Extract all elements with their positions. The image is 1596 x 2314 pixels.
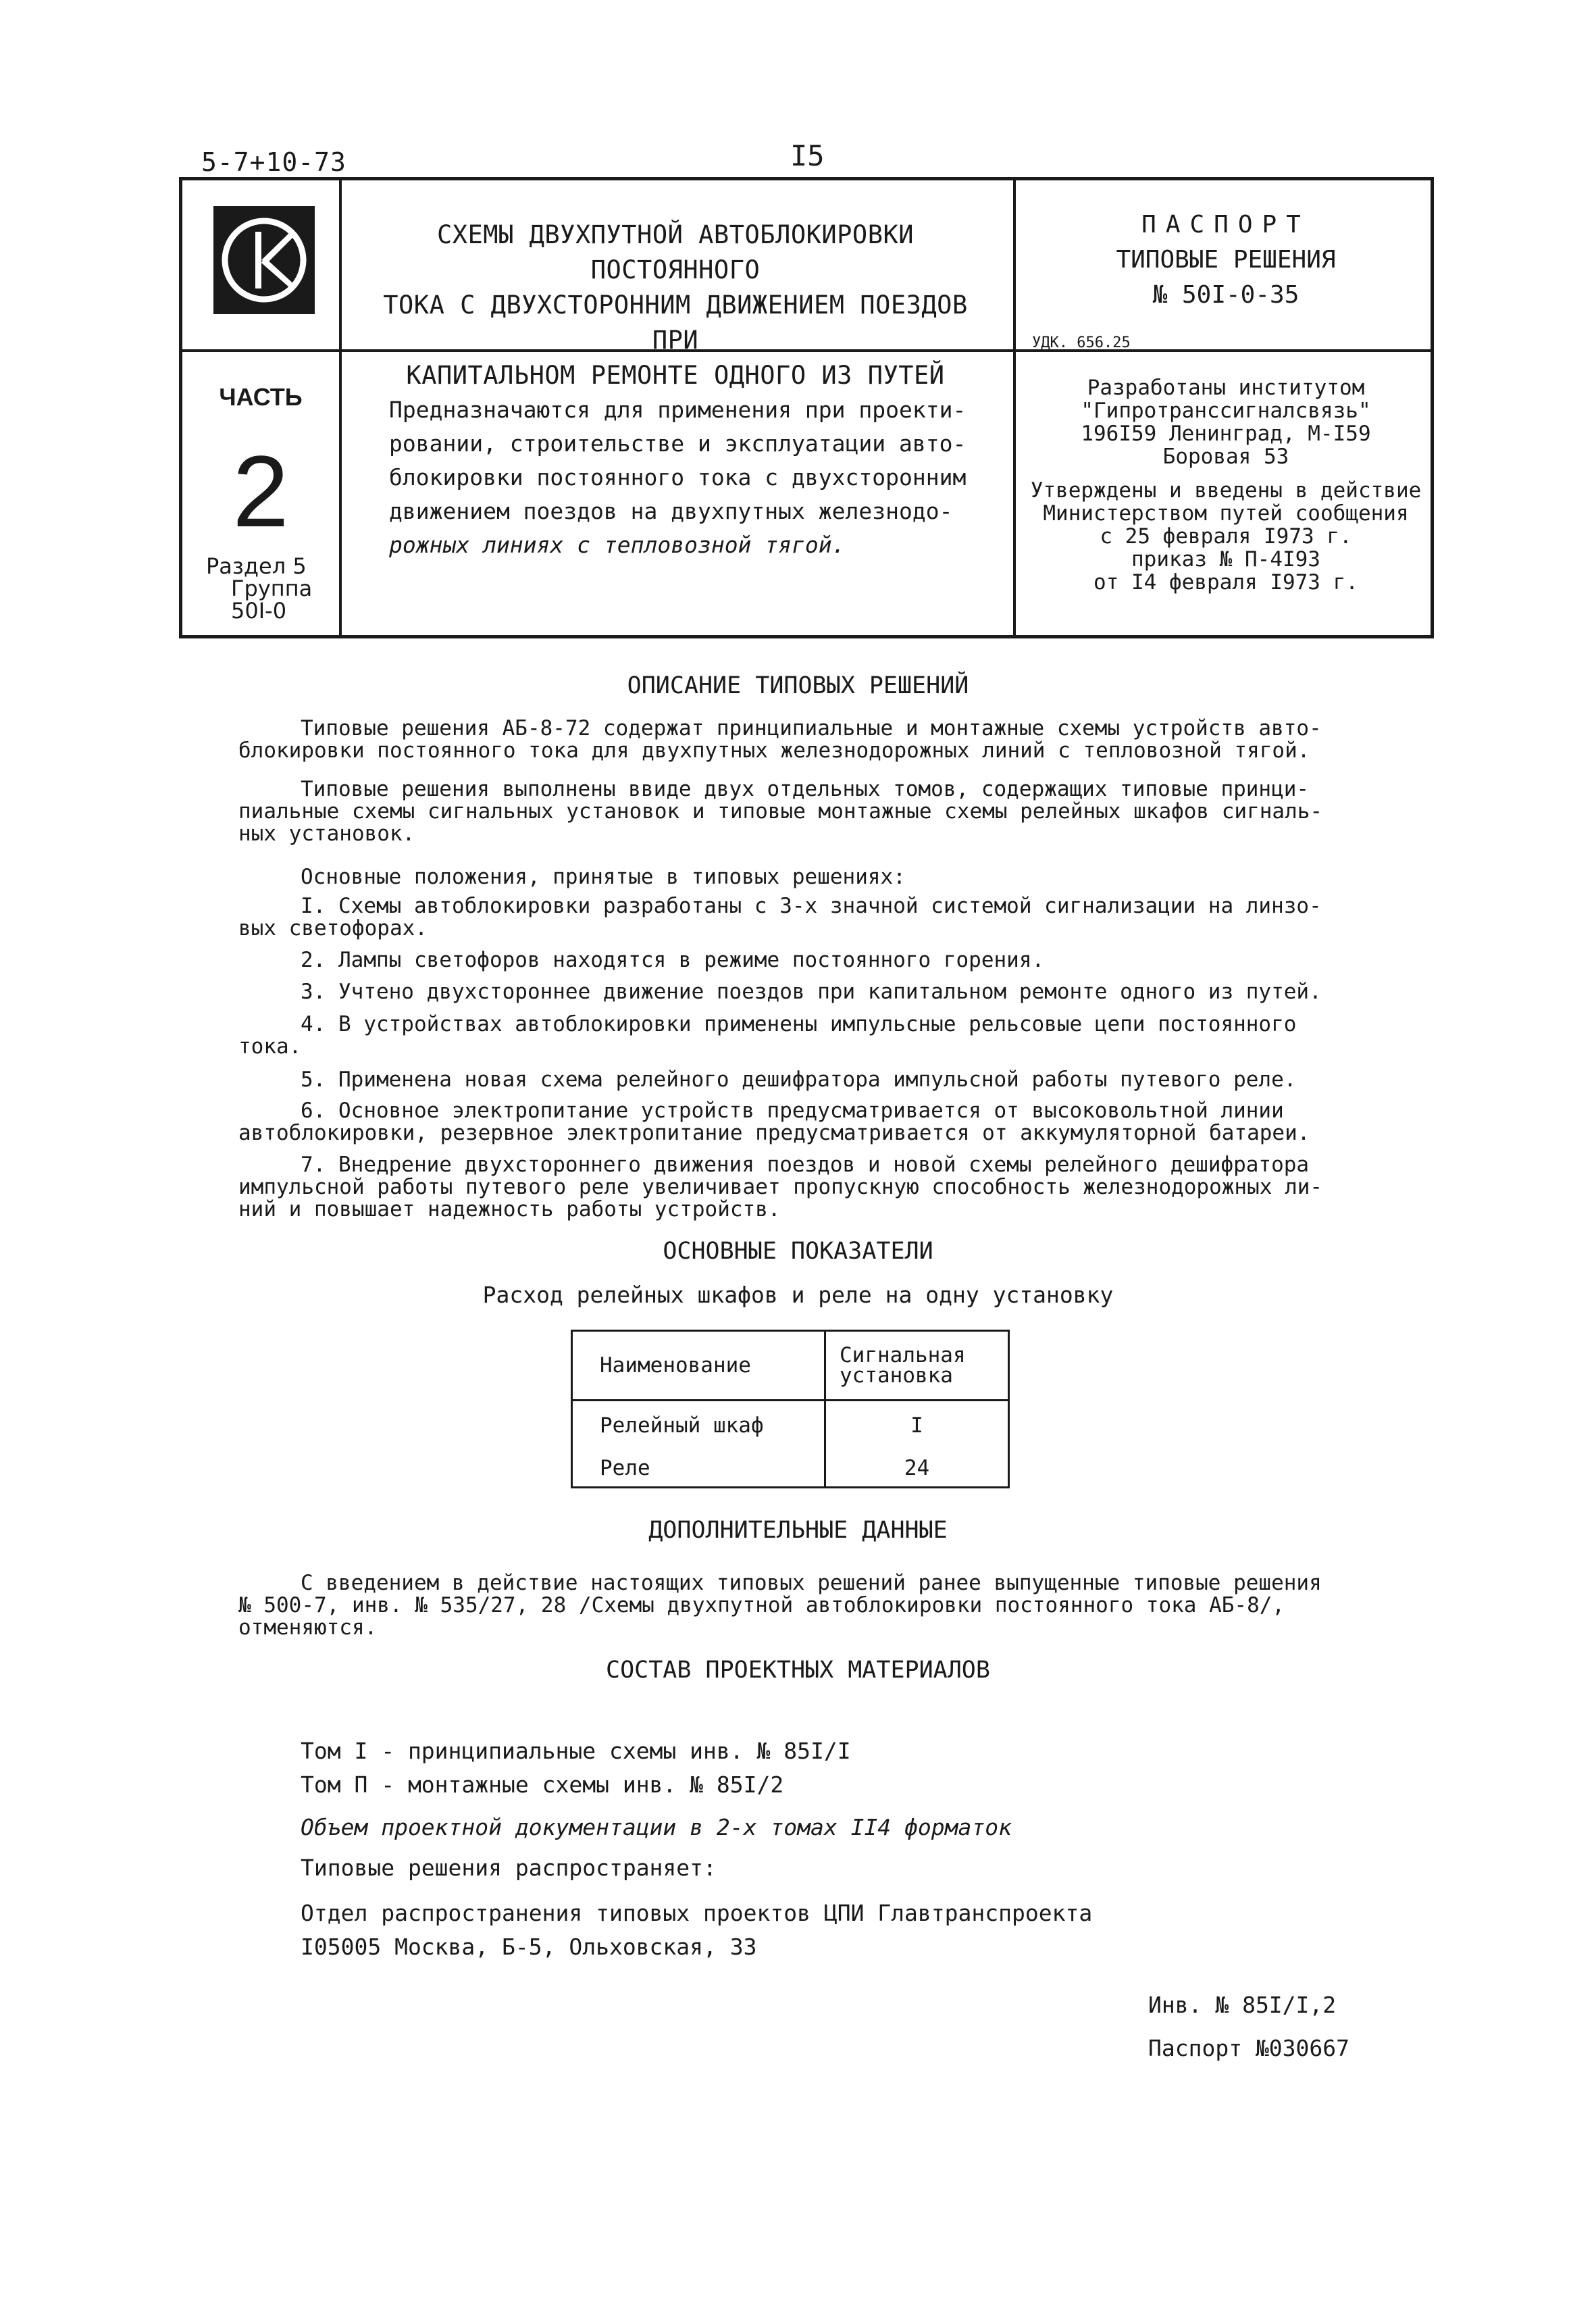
approval-line: приказ № П-4I93: [1131, 547, 1320, 572]
list-item: [238, 1013, 1366, 1058]
text-line: 4. В устройствах автоблокировки применены импульсные рельсовые цепи постоянного: [301, 1012, 1297, 1036]
text-line: С введением в действие настоящих типовых решений ранее выпущенные типовые решения: [301, 1571, 1322, 1595]
section-line: Группа: [231, 576, 313, 601]
document-code: 5-7+10-73: [201, 147, 346, 177]
text-line: 7. Внедрение двухстороннего движения поездов и новой схемы релейного дешифратора: [301, 1153, 1310, 1177]
text-line: Типовые решения АБ-8-72 содержат принципиальные и монтажные схемы устройств авто-: [301, 716, 1322, 740]
additional-heading: ДОПОЛНИТЕЛЬНЫЕ ДАННЫЕ: [648, 1517, 948, 1544]
distributor-address: I05005 Москва, Б-5, Ольховская, 33: [301, 1934, 757, 1960]
distributor-label: Типовые решения распространяет:: [301, 1855, 717, 1881]
purpose-text: [389, 393, 983, 562]
header-divider: [339, 180, 342, 635]
part-label: ЧАСТЬ: [219, 383, 303, 411]
text-line: отменяются.: [238, 1615, 378, 1640]
purpose-line: ровании, строительстве и эксплуатации авто-: [389, 430, 967, 457]
text-line: блокировки постоянного тока для двухпутных железнодорожных линий с тепловозной тягой.: [238, 738, 1310, 763]
distributor-org: Отдел распространения типовых проектов ЦПИ Главтранспроекта: [301, 1900, 1093, 1926]
approval-line: с 25 февраля I973 г.: [1100, 524, 1352, 549]
header-block: [179, 177, 1434, 638]
header-line: Сигнальная: [840, 1343, 966, 1367]
table-cell: Релейный шкаф: [572, 1401, 825, 1451]
table-cell: I: [825, 1401, 1009, 1451]
volume-1: Том I - принципиальные схемы инв. № 85I/I: [301, 1738, 851, 1764]
volume-note: Объем проектной документации в 2-х томах II4 форматок: [301, 1814, 1012, 1840]
approval-line: от I4 февраля I973 г.: [1093, 570, 1358, 595]
table-cell: 24: [825, 1450, 1009, 1488]
text-line: 3. Учтено двухстороннее движение поездов при капитальном ремонте одного из путей.: [301, 980, 1322, 1004]
text-line: № 500-7, инв. № 535/27, 28 /Схемы двухпутной автоблокировки постоянного тока АБ-8/,: [238, 1593, 1285, 1617]
description-paragraph: [238, 866, 1366, 888]
solution-label: ТИПОВЫЕ РЕШЕНИЯ: [1116, 246, 1336, 274]
sk-logo-icon: [213, 206, 315, 314]
developer-line: 196I59 Ленинград, М-I59: [1081, 422, 1371, 446]
text-line: пиальные схемы сигнальных установок и типовые монтажные схемы релейных шкафов сигналь-: [238, 799, 1323, 824]
text-line: 5. Применена новая схема релейного дешифратора импульсной работы путевого реле.: [301, 1067, 1297, 1092]
text-line: I. Схемы автоблокировки разработаны с 3-х значной системой сигнализации на линзо-: [301, 894, 1322, 918]
indicators-heading: ОСНОВНЫЕ ПОКАЗАТЕЛИ: [663, 1238, 933, 1265]
table-cell: Реле: [572, 1450, 825, 1488]
header-divider: [1013, 180, 1016, 635]
table-header-cell: Наименование: [572, 1331, 825, 1401]
developer-line: Разработаны институтом: [1087, 376, 1365, 400]
document-title: [365, 218, 986, 393]
table-row: [572, 1450, 1009, 1488]
description-heading: ОПИСАНИЕ ТИПОВЫХ РЕШЕНИЙ: [627, 672, 969, 699]
section-info: [206, 555, 312, 622]
table-header-cell: [825, 1331, 1009, 1401]
section-line: 50I-0: [231, 598, 287, 624]
title-line: ТОКА С ДВУХСТОРОННИМ ДВИЖЕНИЕМ ПОЕЗДОВ ПРИ: [383, 291, 968, 355]
header-line: установка: [840, 1363, 953, 1388]
title-line: СХЕМЫ ДВУХПУТНОЙ АВТОБЛОКИРОВКИ ПОСТОЯННОГО: [436, 220, 915, 284]
developer-line: "Гипротранссигналсвязь": [1081, 399, 1371, 423]
volume-2: Том П - монтажные схемы инв. № 85I/2: [301, 1771, 784, 1798]
description-paragraph: [238, 718, 1366, 762]
approval-line: Министерством путей сообщения: [1043, 501, 1409, 526]
passport-label: ПАСПОРТ: [1141, 211, 1310, 238]
indicators-subheading: Расход релейных шкафов и реле на одну установку: [482, 1282, 1114, 1308]
table-header-row: [572, 1331, 1009, 1401]
materials-heading: СОСТАВ ПРОЕКТНЫХ МАТЕРИАЛОВ: [606, 1657, 990, 1684]
text-line: Основные положения, принятые в типовых решениях:: [301, 865, 906, 889]
text-line: ных установок.: [238, 822, 415, 846]
developer-info: [1016, 376, 1435, 594]
udk-code: УДК. 656.25: [1032, 334, 1131, 351]
additional-paragraph: [238, 1572, 1366, 1639]
section-line: Раздел 5: [206, 553, 307, 579]
solution-number: № 50I-0-35: [1152, 281, 1299, 309]
purpose-line: блокировки постоянного тока с двухсторонним: [389, 464, 967, 491]
passport-number: Паспорт №030667: [1148, 2035, 1350, 2061]
developer-line: Боровая 53: [1162, 445, 1289, 469]
text-line: импульсной работы путевого реле увеличивает пропускную способность железнодорожных ли-: [238, 1175, 1323, 1199]
text-line: Типовые решения выполнены ввиде двух отдельных томов, содержащих типовые принци-: [301, 777, 1310, 801]
indicators-table: [571, 1330, 1010, 1488]
list-item: [238, 1154, 1366, 1221]
list-item: [238, 1100, 1366, 1145]
list-item: [238, 949, 1366, 972]
text-line: вых светофорах.: [238, 916, 428, 940]
part-number: 2: [232, 434, 289, 548]
purpose-line: движением поездов на двухпутных железнодо-: [389, 498, 953, 524]
purpose-line: рожных линиях с тепловозной тягой.: [389, 532, 846, 558]
text-line: автоблокировки, резервное электропитание предусматривается от аккумуляторной батареи.: [238, 1121, 1310, 1145]
title-line: КАПИТАЛЬНОМ РЕМОНТЕ ОДНОГО ИЗ ПУТЕЙ: [406, 361, 945, 390]
table-row: [572, 1401, 1009, 1451]
description-paragraph: [238, 778, 1366, 845]
page-number: I5: [790, 139, 825, 172]
list-item: [238, 895, 1366, 940]
approval-line: Утверждены и введены в действие: [1030, 478, 1422, 503]
purpose-line: Предназначаются для применения при проекти-: [389, 397, 967, 423]
inventory-number: Инв. № 85I/I,2: [1148, 1992, 1337, 2018]
passport-info: [1020, 207, 1432, 313]
text-line: тока.: [238, 1034, 302, 1059]
text-line: ний и повышает надежность работы устройств.: [238, 1197, 781, 1222]
text-line: 2. Лампы светофоров находятся в режиме постоянного горения.: [301, 948, 1045, 972]
list-item: [238, 1069, 1366, 1091]
list-item: [238, 981, 1366, 1003]
text-line: 6. Основное электропитание устройств предусматривается от высоковольтной линии: [301, 1099, 1284, 1123]
